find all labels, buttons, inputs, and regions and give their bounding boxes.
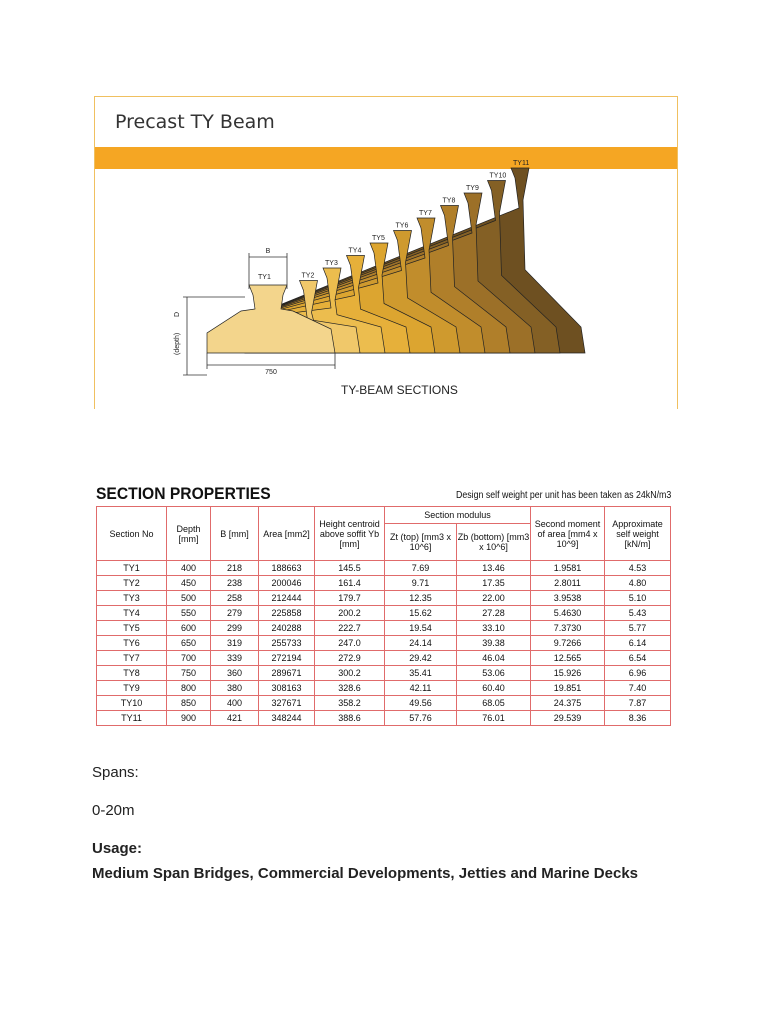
table-cell: 650 <box>167 636 211 651</box>
table-cell: 7.40 <box>605 681 671 696</box>
table-cell: 76.01 <box>457 711 531 726</box>
table-row <box>97 591 671 606</box>
table-cell: 6.54 <box>605 651 671 666</box>
table-cell: 600 <box>167 621 211 636</box>
table-cell: 29.539 <box>531 711 605 726</box>
table-cell: TY1 <box>97 561 167 576</box>
table-cell: 6.96 <box>605 666 671 681</box>
table-row <box>97 621 671 636</box>
dim-d-label: D <box>174 311 181 317</box>
card-accent-band <box>95 147 677 169</box>
table-cell: 9.71 <box>385 576 457 591</box>
table-cell: 17.35 <box>457 576 531 591</box>
table-cell: 53.06 <box>457 666 531 681</box>
table-cell: TY11 <box>97 711 167 726</box>
table-cell: 39.38 <box>457 636 531 651</box>
beam-label-ty6: TY6 <box>395 222 409 230</box>
table-cell: 33.10 <box>457 621 531 636</box>
table-cell: TY5 <box>97 621 167 636</box>
table-cell: 255733 <box>259 636 315 651</box>
beam-label-ty8: TY8 <box>442 197 456 205</box>
table-cell: 19.54 <box>385 621 457 636</box>
table-cell: 27.28 <box>457 606 531 621</box>
header-section-no: Section No <box>97 507 167 561</box>
table-cell: 1.9581 <box>531 561 605 576</box>
table-cell: TY2 <box>97 576 167 591</box>
table-row <box>97 576 671 591</box>
table-cell: 179.7 <box>315 591 385 606</box>
header-area: Area [mm2] <box>259 507 315 561</box>
table-cell: 12.35 <box>385 591 457 606</box>
card-title: Precast TY Beam <box>115 111 275 133</box>
beam-label-ty3: TY3 <box>325 260 338 267</box>
table-cell: 421 <box>211 711 259 726</box>
beam-card <box>94 96 678 409</box>
table-cell: 308163 <box>259 681 315 696</box>
table-cell: 5.43 <box>605 606 671 621</box>
table-cell: 188663 <box>259 561 315 576</box>
table-row <box>97 561 671 576</box>
table-row <box>97 651 671 666</box>
table-cell: 240288 <box>259 621 315 636</box>
dim-750-label: 750 <box>265 369 277 376</box>
table-cell: 218 <box>211 561 259 576</box>
table-cell: 450 <box>167 576 211 591</box>
table-cell: 29.42 <box>385 651 457 666</box>
table-cell: 7.3730 <box>531 621 605 636</box>
table-cell: TY6 <box>97 636 167 651</box>
usage-value: Medium Span Bridges, Commercial Developments, Jetties and Marine Decks <box>92 865 639 882</box>
beam-label-ty2: TY2 <box>301 272 315 280</box>
table-cell: TY9 <box>97 681 167 696</box>
header-section-modulus: Section modulus <box>385 507 531 524</box>
table-row <box>97 696 671 711</box>
beam-label-ty4: TY4 <box>348 247 362 255</box>
dim-b-label: B <box>265 248 271 255</box>
header-b: B [mm] <box>211 507 259 561</box>
table-cell: 24.375 <box>531 696 605 711</box>
table-cell: 3.9538 <box>531 591 605 606</box>
diagram-caption: TY-BEAM SECTIONS <box>341 383 458 397</box>
table-cell: TY10 <box>97 696 167 711</box>
table-cell: 388.6 <box>315 711 385 726</box>
table-cell: 800 <box>167 681 211 696</box>
table-cell: 46.04 <box>457 651 531 666</box>
table-cell: 212444 <box>259 591 315 606</box>
spans-label: Spans: <box>92 764 139 781</box>
table-cell: 7.69 <box>385 561 457 576</box>
table-cell: 750 <box>167 666 211 681</box>
table-cell: 60.40 <box>457 681 531 696</box>
table-cell: 279 <box>211 606 259 621</box>
beam-label-ty10: TY10 <box>489 172 507 180</box>
table-row <box>97 606 671 621</box>
table-cell: 145.5 <box>315 561 385 576</box>
beam-label-ty9: TY9 <box>466 185 479 192</box>
table-cell: TY8 <box>97 666 167 681</box>
table-cell: 380 <box>211 681 259 696</box>
self-weight-note: Design self weight per unit has been taken as 24kN/m3 <box>456 490 672 501</box>
table-cell: 500 <box>167 591 211 606</box>
beam-label-ty1: TY1 <box>258 274 271 281</box>
table-cell: 35.41 <box>385 666 457 681</box>
table-cell: 258 <box>211 591 259 606</box>
header-yb: Height centroid above soffit Yb [mm] <box>315 507 385 561</box>
table-cell: 328.6 <box>315 681 385 696</box>
table-cell: 225858 <box>259 606 315 621</box>
ty-beam-sections-diagram <box>95 160 677 409</box>
table-cell: 272.9 <box>315 651 385 666</box>
table-cell: 300.2 <box>315 666 385 681</box>
header-zt: Zt (top) [mm3 x 10^6] <box>385 524 457 561</box>
table-cell: 12.565 <box>531 651 605 666</box>
table-cell: 15.926 <box>531 666 605 681</box>
table-cell: TY4 <box>97 606 167 621</box>
table-cell: 247.0 <box>315 636 385 651</box>
table-cell: 238 <box>211 576 259 591</box>
table-cell: 5.10 <box>605 591 671 606</box>
table-cell: 42.11 <box>385 681 457 696</box>
table-cell: TY3 <box>97 591 167 606</box>
table-cell: 339 <box>211 651 259 666</box>
beam-label-ty5: TY5 <box>372 235 385 242</box>
header-depth: Depth [mm] <box>167 507 211 561</box>
table-cell: 200.2 <box>315 606 385 621</box>
table-cell: 2.8011 <box>531 576 605 591</box>
table-cell: 9.7266 <box>531 636 605 651</box>
table-cell: 222.7 <box>315 621 385 636</box>
table-row <box>97 681 671 696</box>
table-cell: 7.87 <box>605 696 671 711</box>
table-cell: 15.62 <box>385 606 457 621</box>
table-row <box>97 636 671 651</box>
spans-value: 0-20m <box>92 802 135 819</box>
beam-label-ty7: TY7 <box>419 210 432 217</box>
table-cell: 400 <box>211 696 259 711</box>
table-cell: 8.36 <box>605 711 671 726</box>
table-cell: 57.76 <box>385 711 457 726</box>
beam-label-ty11: TY11 <box>513 160 530 167</box>
table-cell: 13.46 <box>457 561 531 576</box>
table-cell: 850 <box>167 696 211 711</box>
table-cell: 272194 <box>259 651 315 666</box>
table-cell: 327671 <box>259 696 315 711</box>
table-cell: 4.53 <box>605 561 671 576</box>
header-zb: Zb (bottom) [mm3 x 10^6] <box>457 524 531 561</box>
table-cell: 6.14 <box>605 636 671 651</box>
table-row <box>97 666 671 681</box>
table-cell: 289671 <box>259 666 315 681</box>
table-cell: TY7 <box>97 651 167 666</box>
header-second-moment: Second moment of area [mm4 x 10^9] <box>531 507 605 561</box>
table-cell: 900 <box>167 711 211 726</box>
section-properties-table <box>96 506 671 726</box>
table-cell: 358.2 <box>315 696 385 711</box>
table-cell: 700 <box>167 651 211 666</box>
table-cell: 5.77 <box>605 621 671 636</box>
table-cell: 22.00 <box>457 591 531 606</box>
table-cell: 550 <box>167 606 211 621</box>
table-cell: 319 <box>211 636 259 651</box>
table-cell: 400 <box>167 561 211 576</box>
table-cell: 19.851 <box>531 681 605 696</box>
table-cell: 299 <box>211 621 259 636</box>
table-cell: 24.14 <box>385 636 457 651</box>
header-self-weight: Approximate self weight [kN/m] <box>605 507 671 561</box>
section-properties-title: SECTION PROPERTIES <box>96 484 271 503</box>
table-cell: 4.80 <box>605 576 671 591</box>
table-cell: 5.4630 <box>531 606 605 621</box>
table-cell: 49.56 <box>385 696 457 711</box>
table-row <box>97 711 671 726</box>
dim-depth-label: (depth) <box>174 332 181 355</box>
table-cell: 68.05 <box>457 696 531 711</box>
table-cell: 360 <box>211 666 259 681</box>
usage-label: Usage: <box>92 840 143 857</box>
table-cell: 348244 <box>259 711 315 726</box>
table-cell: 200046 <box>259 576 315 591</box>
table-cell: 161.4 <box>315 576 385 591</box>
